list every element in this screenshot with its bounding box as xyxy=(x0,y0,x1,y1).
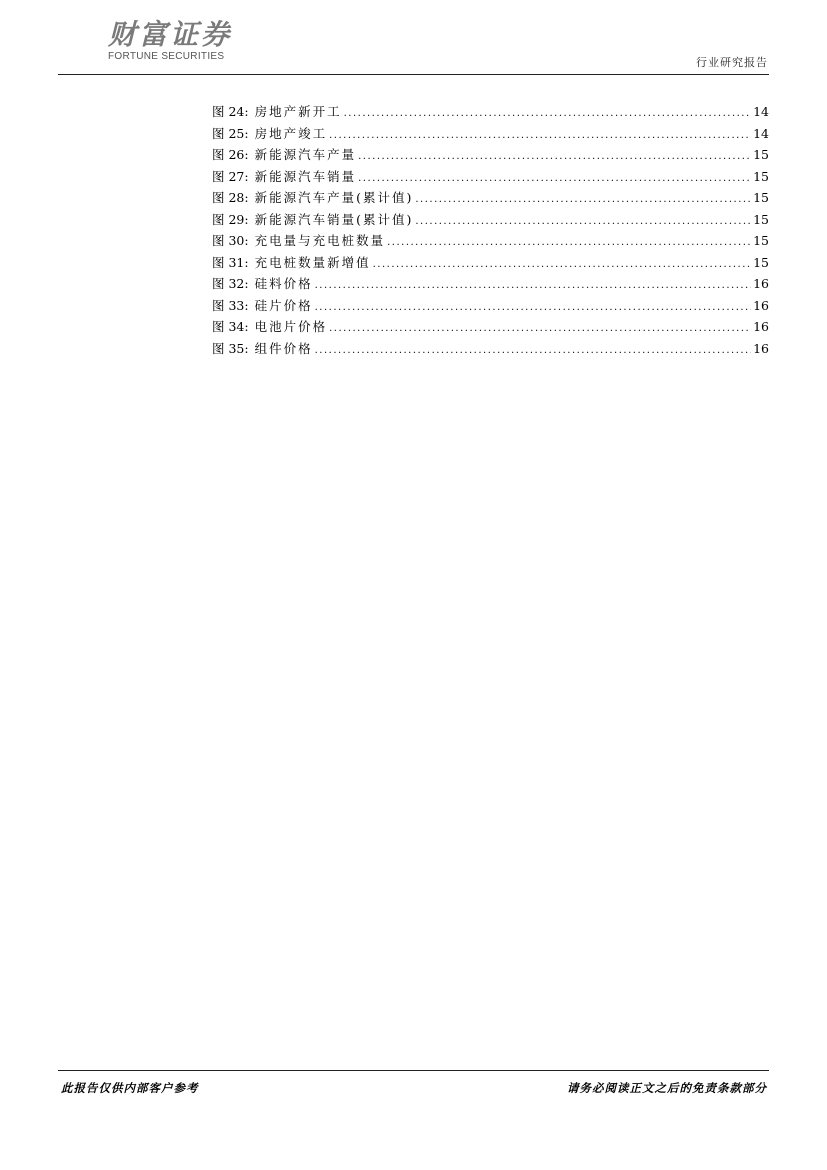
toc-figure-title: 组件价格 xyxy=(254,340,313,356)
toc-figure-number: 图 30: xyxy=(212,233,249,248)
toc-page-number: 16 xyxy=(753,319,769,334)
toc-figure-title: 新能源汽车产量 xyxy=(254,147,357,162)
toc-entry[interactable] xyxy=(212,316,769,338)
toc-figure-title: 新能源汽车产量(累计值) xyxy=(254,190,414,205)
toc-figure-number: 图 33: xyxy=(212,297,249,313)
toc-figure-number: 图 26: xyxy=(212,147,249,162)
toc-page-number: 15 xyxy=(753,147,769,162)
toc-page-number: 15 xyxy=(753,211,769,227)
toc-figure-title: 新能源汽车销量 xyxy=(254,168,357,184)
toc-dot-leader xyxy=(315,297,751,319)
toc-dot-leader xyxy=(358,146,751,168)
footer-distribution-note: 此报告仅供内部客户参考 xyxy=(61,1081,199,1095)
footer-disclaimer-note: 请务必阅读正文之后的免责条款部分 xyxy=(567,1081,767,1095)
toc-page-number: 14 xyxy=(753,125,769,141)
toc-page-number: 15 xyxy=(753,254,769,270)
toc-entry[interactable] xyxy=(212,123,769,145)
toc-page-number: 16 xyxy=(753,276,769,291)
footer-divider xyxy=(58,1070,769,1071)
toc-page-number: 16 xyxy=(753,340,769,356)
toc-entry[interactable] xyxy=(212,273,769,295)
toc-entry[interactable] xyxy=(212,295,769,317)
toc-figure-number: 图 31: xyxy=(212,254,249,270)
toc-entry[interactable] xyxy=(212,187,769,209)
toc-dot-leader xyxy=(387,232,751,254)
toc-figure-number: 图 32: xyxy=(212,276,249,291)
toc-figure-title: 硅料价格 xyxy=(254,276,313,291)
toc-dot-leader xyxy=(315,340,751,362)
toc-entry[interactable] xyxy=(212,230,769,252)
toc-dot-leader xyxy=(329,318,751,340)
toc-figure-number: 图 28: xyxy=(212,190,249,205)
toc-dot-leader xyxy=(415,189,751,211)
toc-figure-number: 图 24: xyxy=(212,104,249,119)
report-type-label: 行业研究报告 xyxy=(696,56,768,69)
toc-figure-number: 图 34: xyxy=(212,319,249,334)
toc-dot-leader xyxy=(315,275,751,297)
toc-entry[interactable] xyxy=(212,101,769,123)
logo-english-name: FORTUNE SECURITIES xyxy=(108,51,225,62)
logo-chinese-name: 财富证券 xyxy=(108,18,233,51)
toc-figure-title: 房地产新开工 xyxy=(254,104,342,119)
toc-page-number: 15 xyxy=(753,168,769,184)
toc-figure-number: 图 29: xyxy=(212,211,249,227)
toc-figure-number: 图 35: xyxy=(212,340,249,356)
toc-entry[interactable] xyxy=(212,209,769,231)
toc-page-number: 15 xyxy=(753,190,769,205)
toc-dot-leader xyxy=(373,254,751,276)
company-logo xyxy=(108,18,248,62)
toc-dot-leader xyxy=(358,168,751,190)
toc-page-number: 15 xyxy=(753,233,769,248)
toc-entry[interactable] xyxy=(212,144,769,166)
figure-table-of-contents xyxy=(212,101,769,359)
toc-entry[interactable] xyxy=(212,338,769,360)
toc-figure-title: 房地产竣工 xyxy=(254,125,328,141)
toc-figure-title: 充电桩数量新增值 xyxy=(254,254,371,270)
toc-dot-leader xyxy=(344,103,751,125)
toc-entry[interactable] xyxy=(212,252,769,274)
toc-dot-leader xyxy=(329,125,751,147)
toc-page-number: 16 xyxy=(753,297,769,313)
toc-dot-leader xyxy=(415,211,751,233)
toc-figure-title: 硅片价格 xyxy=(254,297,313,313)
header-divider xyxy=(58,74,769,75)
toc-figure-title: 充电量与充电桩数量 xyxy=(254,233,386,248)
toc-entry[interactable] xyxy=(212,166,769,188)
toc-figure-number: 图 27: xyxy=(212,168,249,184)
toc-figure-title: 电池片价格 xyxy=(254,319,328,334)
toc-page-number: 14 xyxy=(753,104,769,119)
toc-figure-title: 新能源汽车销量(累计值) xyxy=(254,211,414,227)
toc-figure-number: 图 25: xyxy=(212,125,249,141)
